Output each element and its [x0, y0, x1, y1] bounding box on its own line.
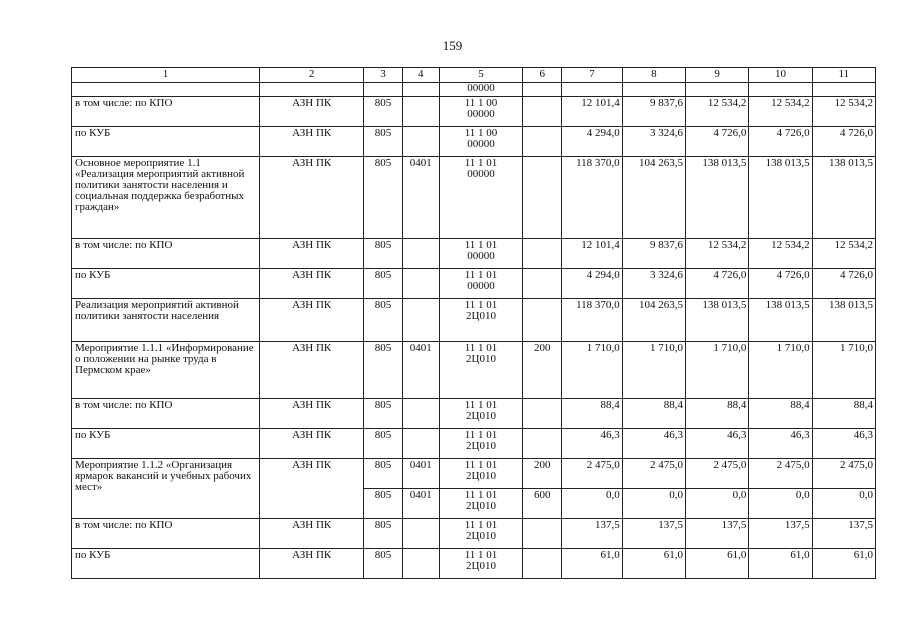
value-cell: 138 013,5: [812, 299, 875, 342]
admin-cell: АЗН ПК: [259, 429, 364, 459]
value-cell: 61,0: [622, 549, 685, 579]
section-code-cell: [402, 399, 439, 429]
section-code-cell: [402, 299, 439, 342]
value-cell: 61,0: [749, 549, 812, 579]
header-row: [72, 68, 876, 83]
target-code-cell: 11 1 01 2Ц010: [439, 549, 522, 579]
target-code-cell: 11 1 01 2Ц010: [439, 299, 522, 342]
value-cell: 12 101,4: [562, 97, 622, 127]
ministry-code-cell: 805: [364, 519, 402, 549]
ministry-code-cell: 805: [364, 127, 402, 157]
value-cell: 138 013,5: [812, 157, 875, 239]
value-cell: 2 475,0: [686, 459, 749, 489]
ministry-code-cell: 805: [364, 429, 402, 459]
budget-table: [71, 67, 876, 579]
col-header: 3: [364, 68, 402, 83]
table-row: [72, 157, 876, 239]
value-cell: 4 294,0: [562, 127, 622, 157]
row-name-cell: по КУБ: [72, 127, 260, 157]
table-row: [72, 459, 876, 489]
row-name-cell: в том числе: по КПО: [72, 519, 260, 549]
target-code-cell: 11 1 01 2Ц010: [439, 429, 522, 459]
row-name-cell: в том числе: по КПО: [72, 399, 260, 429]
value-cell: 46,3: [562, 429, 622, 459]
section-code-cell: [402, 549, 439, 579]
value-cell: 1 710,0: [686, 342, 749, 399]
admin-cell: АЗН ПК: [259, 459, 364, 519]
target-code-cell: 11 1 01 2Ц010: [439, 342, 522, 399]
value-cell: 4 726,0: [812, 127, 875, 157]
col-header: 4: [402, 68, 439, 83]
admin-cell: АЗН ПК: [259, 97, 364, 127]
expense-type-cell: [523, 157, 562, 239]
table-row: [72, 399, 876, 429]
value-cell: 4 726,0: [749, 269, 812, 299]
table-row: [72, 342, 876, 399]
col-header: 8: [622, 68, 685, 83]
page-number: 159: [442, 38, 463, 53]
value-cell: 138 013,5: [749, 157, 812, 239]
value-cell: 4 294,0: [562, 269, 622, 299]
ministry-code-cell: 805: [364, 549, 402, 579]
value-cell: 1 710,0: [812, 342, 875, 399]
value-cell: 12 534,2: [749, 97, 812, 127]
admin-cell: АЗН ПК: [259, 239, 364, 269]
ministry-code-cell: 805: [364, 489, 402, 519]
table-row: [72, 549, 876, 579]
expense-type-cell: [523, 549, 562, 579]
value-cell: 0,0: [749, 489, 812, 519]
value-cell: 104 263,5: [622, 157, 685, 239]
value-cell: 0,0: [812, 489, 875, 519]
value-cell: 88,4: [562, 399, 622, 429]
value-cell: 137,5: [562, 519, 622, 549]
expense-type-cell: [523, 127, 562, 157]
row-name-cell: Основное мероприятие 1.1 «Реализация мероприятий активной политики занятости населения и социальная поддержка безработных граждан»: [72, 157, 260, 239]
expense-type-cell: 200: [523, 342, 562, 399]
value-cell: 118 370,0: [562, 299, 622, 342]
value-cell: 1 710,0: [622, 342, 685, 399]
table-row: [72, 97, 876, 127]
section-code-cell: [402, 429, 439, 459]
expense-type-cell: [523, 239, 562, 269]
value-cell: 4 726,0: [812, 269, 875, 299]
value-cell: 2 475,0: [562, 459, 622, 489]
ministry-code-cell: 805: [364, 399, 402, 429]
col-header: 9: [686, 68, 749, 83]
value-cell: 46,3: [812, 429, 875, 459]
admin-cell: АЗН ПК: [259, 269, 364, 299]
code-cell: 00000: [439, 83, 522, 97]
row-name-cell: Мероприятие 1.1.2 «Организация ярмарок вакансий и учебных рабочих мест»: [72, 459, 260, 519]
value-cell: 2 475,0: [622, 459, 685, 489]
target-code-cell: 11 1 01 2Ц010: [439, 519, 522, 549]
section-code-cell: 0401: [402, 489, 439, 519]
value-cell: 2 475,0: [749, 459, 812, 489]
target-code-cell: 11 1 01 00000: [439, 239, 522, 269]
row-name-cell: по КУБ: [72, 269, 260, 299]
col-header: 10: [749, 68, 812, 83]
carry-over-row: [72, 83, 876, 97]
target-code-cell: 11 1 01 2Ц010: [439, 459, 522, 489]
value-cell: 138 013,5: [749, 299, 812, 342]
expense-type-cell: [523, 519, 562, 549]
section-code-cell: [402, 239, 439, 269]
ministry-code-cell: 805: [364, 157, 402, 239]
ministry-code-cell: 805: [364, 299, 402, 342]
section-code-cell: 0401: [402, 459, 439, 489]
value-cell: 0,0: [562, 489, 622, 519]
value-cell: 61,0: [686, 549, 749, 579]
section-code-cell: [402, 127, 439, 157]
col-header: 2: [259, 68, 364, 83]
value-cell: 12 101,4: [562, 239, 622, 269]
ministry-code-cell: 805: [364, 97, 402, 127]
admin-cell: АЗН ПК: [259, 519, 364, 549]
expense-type-cell: [523, 269, 562, 299]
value-cell: 118 370,0: [562, 157, 622, 239]
col-header: 1: [72, 68, 260, 83]
expense-type-cell: 600: [523, 489, 562, 519]
value-cell: 1 710,0: [749, 342, 812, 399]
value-cell: 46,3: [622, 429, 685, 459]
admin-cell: АЗН ПК: [259, 157, 364, 239]
table-row: [72, 299, 876, 342]
admin-cell: АЗН ПК: [259, 549, 364, 579]
row-name-cell: в том числе: по КПО: [72, 97, 260, 127]
section-code-cell: [402, 519, 439, 549]
section-code-cell: [402, 97, 439, 127]
row-name-cell: по КУБ: [72, 549, 260, 579]
value-cell: 3 324,6: [622, 127, 685, 157]
value-cell: 88,4: [686, 399, 749, 429]
section-code-cell: 0401: [402, 342, 439, 399]
value-cell: 46,3: [686, 429, 749, 459]
value-cell: 4 726,0: [686, 269, 749, 299]
admin-cell: АЗН ПК: [259, 127, 364, 157]
value-cell: 138 013,5: [686, 299, 749, 342]
ministry-code-cell: 805: [364, 459, 402, 489]
value-cell: 137,5: [622, 519, 685, 549]
table-row: [72, 519, 876, 549]
row-name-cell: Реализация мероприятий активной политики занятости населения: [72, 299, 260, 342]
value-cell: 9 837,6: [622, 239, 685, 269]
value-cell: 61,0: [562, 549, 622, 579]
expense-type-cell: 200: [523, 459, 562, 489]
target-code-cell: 11 1 01 2Ц010: [439, 489, 522, 519]
expense-type-cell: [523, 399, 562, 429]
value-cell: 1 710,0: [562, 342, 622, 399]
target-code-cell: 11 1 00 00000: [439, 97, 522, 127]
value-cell: 4 726,0: [749, 127, 812, 157]
target-code-cell: 11 1 01 2Ц010: [439, 399, 522, 429]
section-code-cell: 0401: [402, 157, 439, 239]
value-cell: 88,4: [749, 399, 812, 429]
admin-cell: АЗН ПК: [259, 299, 364, 342]
value-cell: 137,5: [686, 519, 749, 549]
value-cell: 12 534,2: [686, 97, 749, 127]
value-cell: 88,4: [622, 399, 685, 429]
row-name-cell: по КУБ: [72, 429, 260, 459]
value-cell: 12 534,2: [749, 239, 812, 269]
value-cell: 0,0: [686, 489, 749, 519]
value-cell: 2 475,0: [812, 459, 875, 489]
col-header: 6: [523, 68, 562, 83]
table-row: [72, 239, 876, 269]
col-header: 5: [439, 68, 522, 83]
value-cell: 138 013,5: [686, 157, 749, 239]
value-cell: 137,5: [812, 519, 875, 549]
ministry-code-cell: 805: [364, 269, 402, 299]
value-cell: 46,3: [749, 429, 812, 459]
admin-cell: АЗН ПК: [259, 399, 364, 429]
table-row: [72, 269, 876, 299]
value-cell: 9 837,6: [622, 97, 685, 127]
value-cell: 3 324,6: [622, 269, 685, 299]
target-code-cell: 11 1 00 00000: [439, 127, 522, 157]
col-header: 7: [562, 68, 622, 83]
row-name-cell: Мероприятие 1.1.1 «Информирование о положении на рынке труда в Пермском крае»: [72, 342, 260, 399]
target-code-cell: 11 1 01 00000: [439, 157, 522, 239]
value-cell: 0,0: [622, 489, 685, 519]
table-row: [72, 429, 876, 459]
value-cell: 4 726,0: [686, 127, 749, 157]
value-cell: 12 534,2: [812, 97, 875, 127]
value-cell: 12 534,2: [812, 239, 875, 269]
value-cell: 61,0: [812, 549, 875, 579]
admin-cell: АЗН ПК: [259, 342, 364, 399]
section-code-cell: [402, 269, 439, 299]
value-cell: 137,5: [749, 519, 812, 549]
row-name-cell: в том числе: по КПО: [72, 239, 260, 269]
col-header: 11: [812, 68, 875, 83]
expense-type-cell: [523, 299, 562, 342]
target-code-cell: 11 1 01 00000: [439, 269, 522, 299]
expense-type-cell: [523, 97, 562, 127]
ministry-code-cell: 805: [364, 239, 402, 269]
value-cell: 12 534,2: [686, 239, 749, 269]
table-row: [72, 127, 876, 157]
value-cell: 88,4: [812, 399, 875, 429]
value-cell: 104 263,5: [622, 299, 685, 342]
ministry-code-cell: 805: [364, 342, 402, 399]
expense-type-cell: [523, 429, 562, 459]
